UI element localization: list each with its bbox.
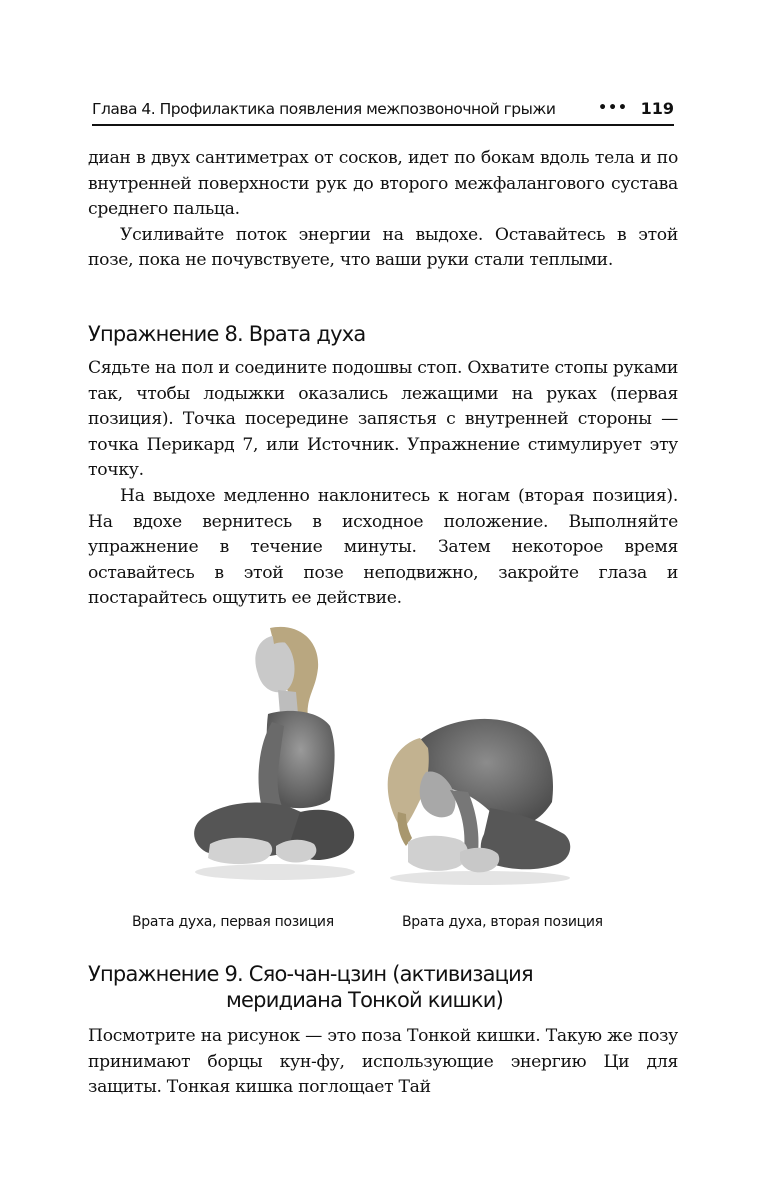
paragraph: диан в двух сантиметрах от сосков, идет по бокам вдоль тела и по внутренней поверхности рук до второго межфалангового сустава среднего пальца. (88, 148, 678, 220)
figure-caption-second: Врата духа, вторая позиция (402, 914, 603, 930)
paragraph: Сядьте на пол и соедините подошвы стоп. Охватите стопы руками так, чтобы лодыжки оказались лежащими на руках (первая позиция). Точка посередине запястья с внутренней стороны — точка Перикард 7, или Источник. Упражнение стимулирует эту точку. (88, 358, 678, 481)
first-position-photo (180, 622, 370, 884)
exercise-9-heading-line1: Упражнение 9. Сяо-чан-цзин (активизация (88, 962, 533, 986)
exercise-9-text (88, 1024, 678, 1101)
running-header (92, 100, 674, 126)
exercise-8-text (88, 356, 678, 612)
paragraph: Усиливайте поток энергии на выдохе. Оставайтесь в этой позе, пока не почувствуете, что ваши руки стали теплыми. (88, 224, 678, 271)
header-dots: ••• (598, 100, 628, 116)
paragraph: Посмотрите на рисунок — это поза Тонкой кишки. Такую же позу принимают борцы кун-фу, использующие энергию Ци для защиты. Тонкая кишка поглощает Тай (88, 1026, 678, 1098)
exercise-8-heading: Упражнение 8. Врата духа (88, 322, 366, 346)
second-position-photo (380, 712, 580, 890)
paragraph: На выдохе медленно наклонитесь к ногам (вторая позиция). На вдохе вернитесь в исходное положение. Выполняйте упражнение в течение минуты. Затем некоторое время оставайтесь в этой позе неподвижно, закройте глаза и постарайтесь ощутить ее действие. (88, 485, 678, 609)
page-number: 119 (640, 99, 674, 118)
intro-text (88, 146, 678, 274)
exercise-9-heading-line2: меридиана Тонкой кишки) (226, 988, 503, 1012)
chapter-title: Глава 4. Профилактика появления межпозвоночной грыжи (92, 100, 556, 118)
figure-caption-first: Врата духа, первая позиция (132, 914, 334, 930)
